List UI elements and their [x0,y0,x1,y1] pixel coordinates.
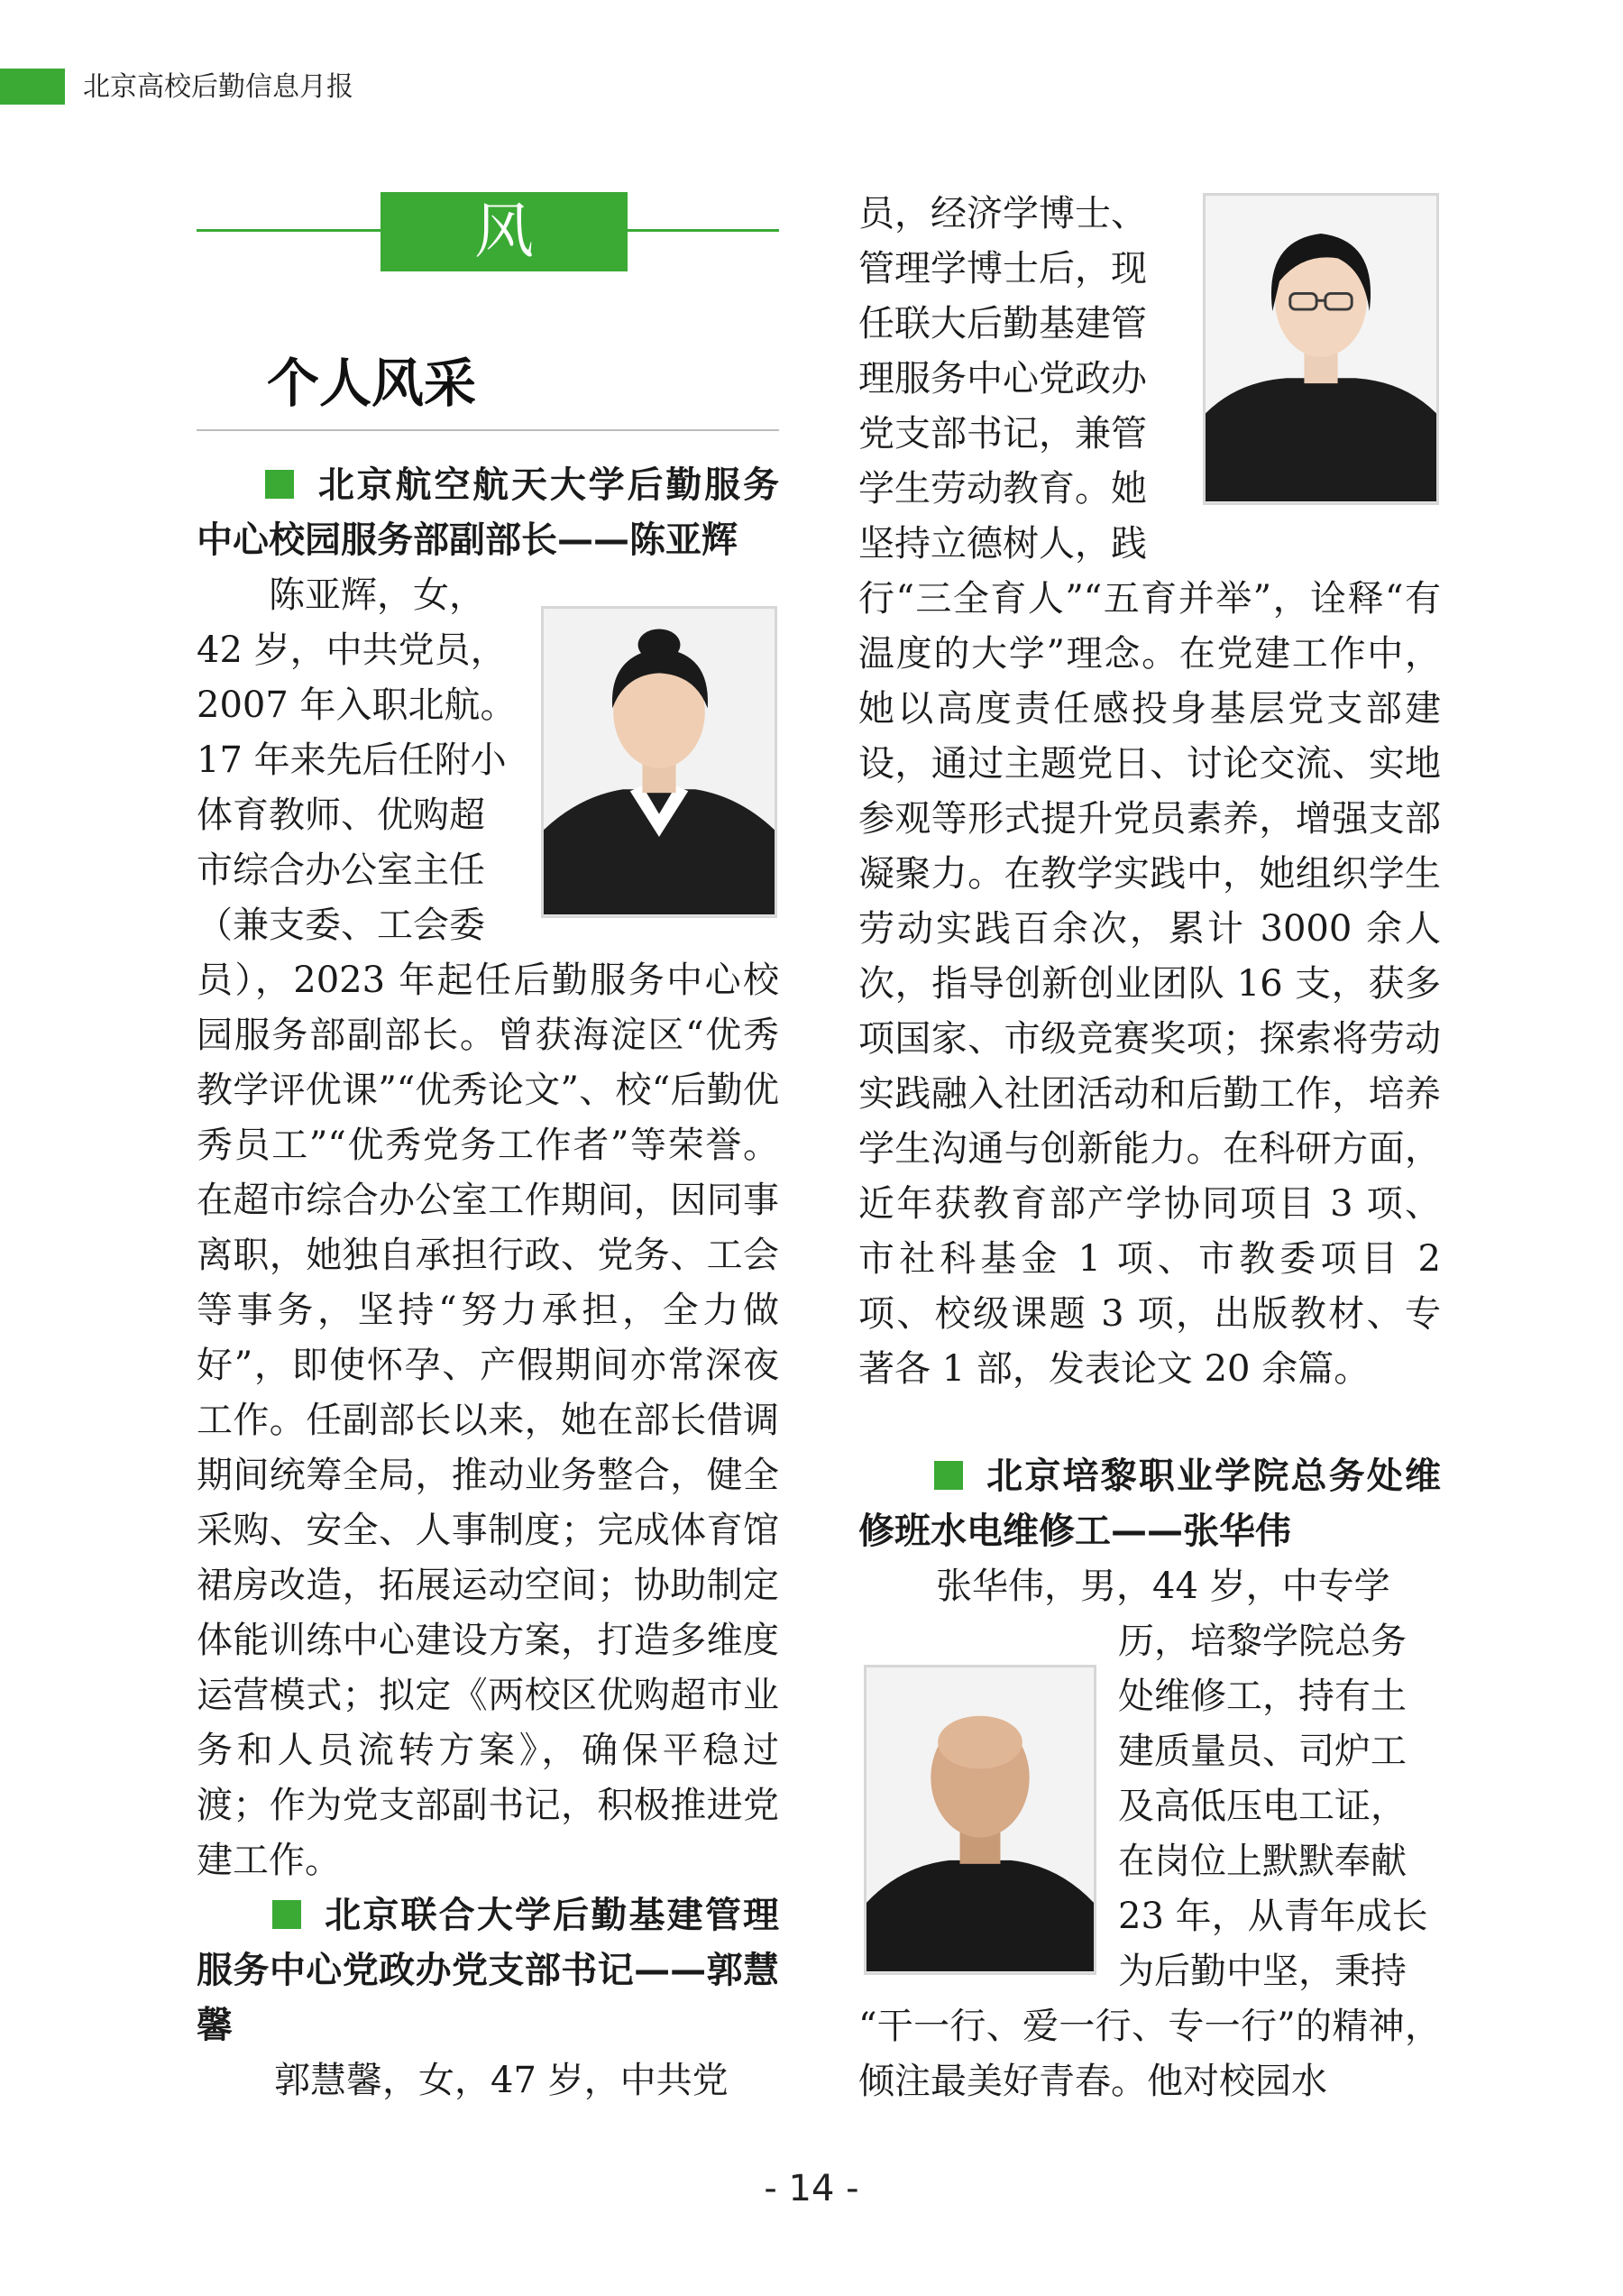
page-number: - 14 - [764,2168,859,2209]
bullet-square-icon [934,1461,963,1490]
profile-3-intro: 张华伟，男，44 岁，中专学 [936,1566,1390,1607]
section-rule-left [197,229,381,232]
profile-1-heading: 北京航空航天大学后勤服务中心校园服务部副部长——陈亚辉 [197,464,779,561]
portrait-woman-glasses-icon [1206,196,1436,502]
section-rule-right [628,229,779,232]
portrait-man-icon [867,1667,1094,1972]
profile-3-beside-text: 历，培黎学院总务 处维修工，持有土 建质量员、司炉工 及高低压电工证， 在岗位上默默奉献 23 年，从青年成长 为后勤中坚，秉持 [1118,1621,1428,1992]
bullet-square-icon [265,470,294,499]
profile-2-heading: 北京联合大学后勤基建管理服务中心党政办党支部书记——郭慧馨 [197,1895,779,2046]
portrait-woman-icon [544,609,775,915]
bullet-square-icon [272,1900,301,1929]
section-label: 风 采 [381,192,628,271]
subtitle-divider [197,429,779,431]
section-subtitle: 个人风采 [267,353,477,414]
profile-1-body: 员），2023 年起任后勤服务中心校园服务部副部长。曾获海淀区“优秀教学评优课”“优秀论文”、校“后勤优秀员工”“优秀党务工作者”等荣誉。在超市综合办公室工作期间，因同事离职，她独自承担行政、党务、工会等事务，坚持“努力承担，全力做好”，即使怀孕、产假期间亦常深夜工作。任副部长以来，她在部长借调期间统筹全局，推动业务整合，健全采购、安全、人事制度；完成体育馆裙房改造，拓展运动空间；协助制定体能训练中心建设方案，打造多维度运营模式；拟定《两校区优购超市业务和人员流转方案》，确保平稳过渡；作为党支部副书记，积极推进党建工作。 [197,960,779,1881]
profile-2-photo [1203,193,1439,505]
profile-3-heading: 北京培黎职业学院总务处维修班水电维修工——张华伟 [858,1456,1441,1552]
profile-2-body: 行“三全育人”“五育并举”，诠释“有温度的大学”理念。在党建工作中，她以高度责任感投身基层党支部建设，通过主题党日、讨论交流、实地参观等形式提升党员素养，增强支部凝聚力。在教学实践中，她组织学生劳动实践百余次，累计 3000 余人次，指导创新创业团队 16 支，获多项国家、市级竞赛奖项；探索将劳动实践融入社团活动和后勤工作，培养学生沟通与创新能力。在科研方面，近年获教育部产学协同项目 3 项、市社科基金 1 项、市教委项目 2 项、校级课题 3 项，出版教材、专著各 1 部，发表论文 20 余篇。 [858,578,1441,1390]
profile-1-photo [541,606,777,918]
profile-2-beside-text: 员，经济学博士、 管理学博士后，现 任联大后勤基建管 理服务中心党政办 党支部书记，兼管 学生劳动教育。她 坚持立德树人，践 [858,193,1147,565]
profile-2-intro: 郭慧馨，女，47 岁，中共党 [274,2060,729,2101]
header-accent-bar [0,69,65,105]
profile-3-photo [864,1665,1096,1975]
profile-3-body: “干一行、爱一行、专一行”的精神，倾注最美好青春。他对校园水 [858,2006,1441,2102]
publication-title: 北京高校后勤信息月报 [83,71,353,103]
profile-1-beside-text: 陈亚辉，女， 42 岁，中共党员， 2007 年入职北航。 17 年来先后任附小 体育教师、优购超 市综合办公室主任 （兼支委、工会委 [197,574,517,946]
